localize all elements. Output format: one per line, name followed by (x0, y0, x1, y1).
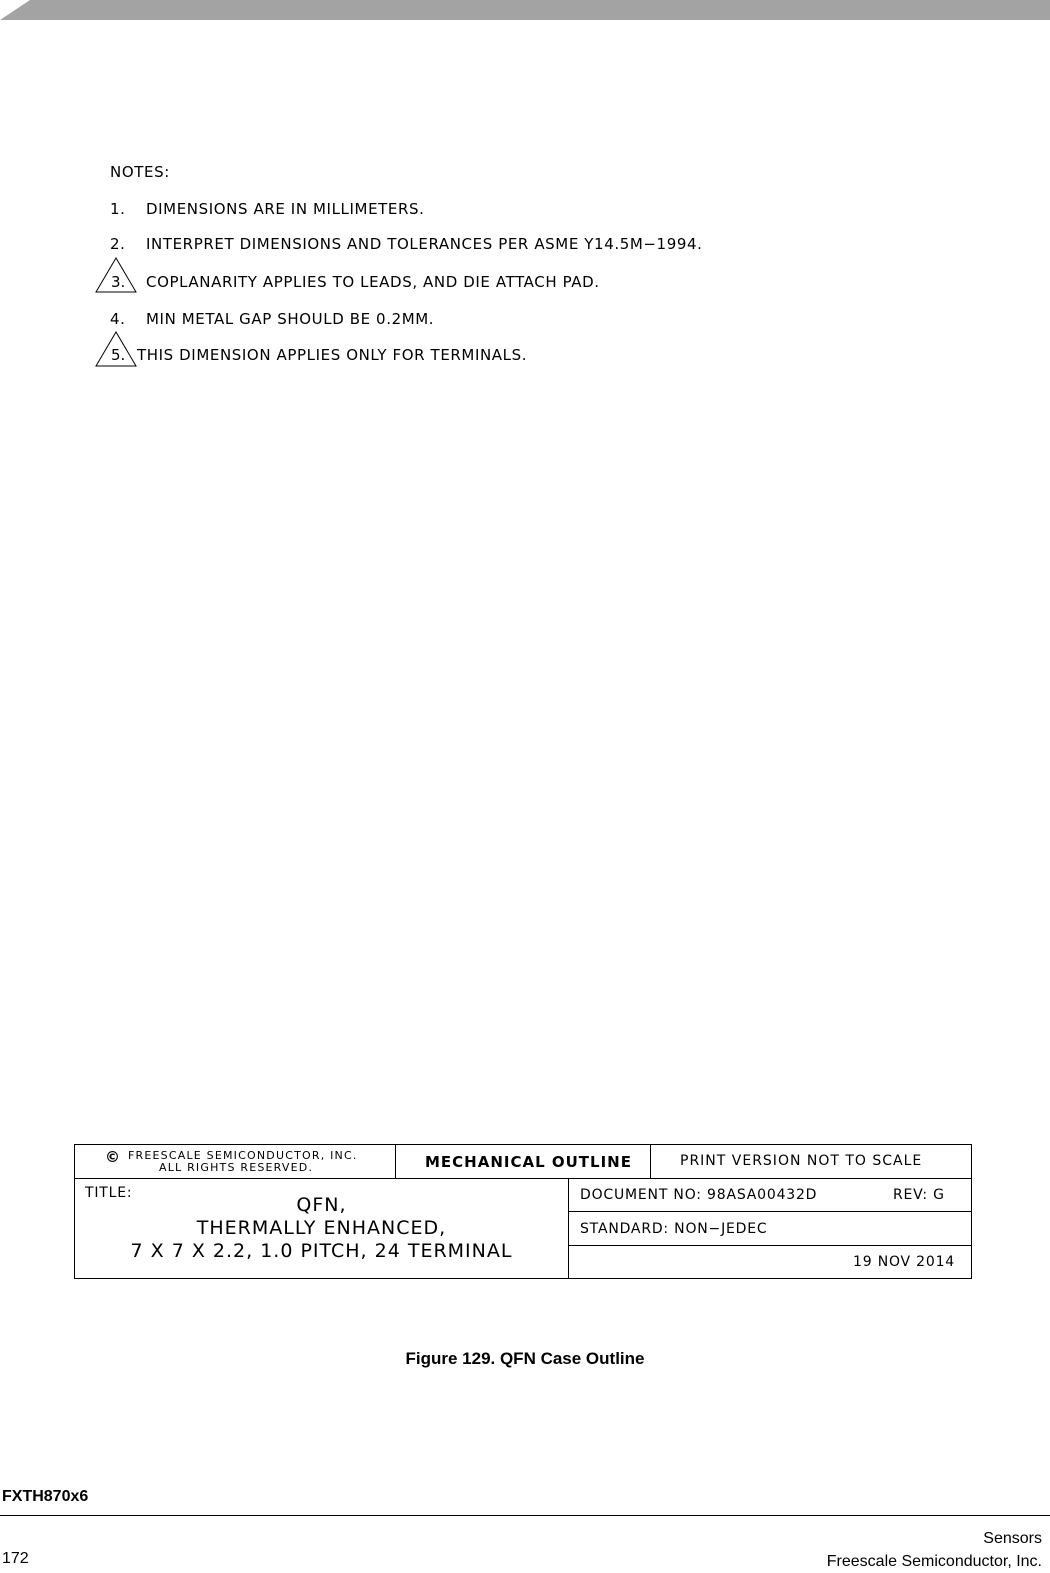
divider (568, 1245, 971, 1246)
revision: REV: G (893, 1187, 945, 1203)
footer-right (827, 1527, 1042, 1573)
standard: STANDARD: NON−JEDEC (580, 1221, 768, 1237)
note-number: 4. (110, 310, 126, 328)
footer-company: Freescale Semiconductor, Inc. (826, 1553, 1042, 1570)
note-text: INTERPRET DIMENSIONS AND TOLERANCES PER ASME Y14.5M−1994. (146, 235, 703, 253)
title-line1: QFN, (296, 1194, 347, 1216)
note-number: 3. (111, 273, 126, 291)
title-line2: THERMALLY ENHANCED, (196, 1217, 447, 1239)
note-number: 1. (110, 200, 126, 218)
title-label: TITLE: (85, 1185, 133, 1201)
divider (650, 1145, 651, 1178)
print-version-label: PRINT VERSION NOT TO SCALE (680, 1153, 923, 1169)
divider (75, 1178, 971, 1179)
divider (568, 1211, 971, 1212)
footer-product: FXTH870x6 (2, 1488, 89, 1505)
page-number: 172 (2, 1550, 29, 1567)
note-5-text: THIS DIMENSION APPLIES ONLY FOR TERMINALS. (137, 346, 528, 364)
footer-divider (0, 1515, 1050, 1516)
divider (568, 1178, 569, 1278)
note-3-text: COPLANARITY APPLIES TO LEADS, AND DIE ATTACH PAD. (146, 273, 600, 291)
mechanical-outline-label: MECHANICAL OUTLINE (425, 1153, 632, 1171)
drawing-date: 19 NOV 2014 (853, 1254, 955, 1270)
note-4 (110, 310, 434, 328)
note-2 (110, 235, 703, 253)
note-number: 5. (111, 346, 126, 364)
copyright-line2: ALL RIGHTS RESERVED. (159, 1161, 314, 1174)
copyright-line1: FREESCALE SEMICONDUCTOR, INC. (128, 1149, 358, 1162)
note-text: MIN METAL GAP SHOULD BE 0.2MM. (146, 310, 435, 328)
note-1 (110, 200, 425, 218)
note-number: 2. (110, 235, 126, 253)
notes-heading: NOTES: (110, 163, 170, 181)
title-block (74, 1144, 972, 1279)
divider (395, 1145, 396, 1178)
note-text: DIMENSIONS ARE IN MILLIMETERS. (146, 200, 425, 218)
footer-category: Sensors (983, 1530, 1042, 1547)
title-line3: 7 X 7 X 2.2, 1.0 PITCH, 24 TERMINAL (130, 1240, 513, 1262)
document-number: DOCUMENT NO: 98ASA00432D (580, 1187, 818, 1203)
notes-section (0, 0, 1050, 400)
copyright-icon: © (105, 1148, 121, 1166)
figure-caption: Figure 129. QFN Case Outline (405, 1349, 645, 1368)
